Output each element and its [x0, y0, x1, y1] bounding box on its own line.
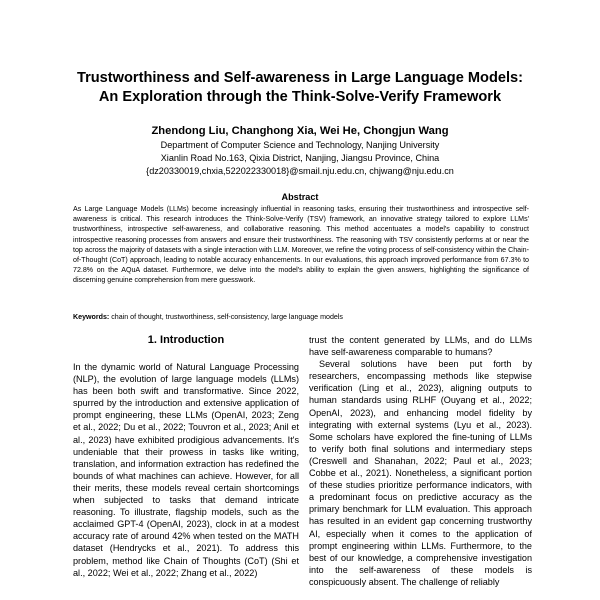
affiliation-emails: {dz20330019,chxia,522022330018}@smail.nju.edu.cn, chjwang@nju.edu.cn	[146, 165, 454, 176]
keywords-text: chain of thought, trustworthiness, self-consistency, large language models	[109, 313, 343, 321]
affiliation-address: Xianlin Road No.163, Qixia District, Nanjing, Jiangsu Province, China	[160, 152, 440, 163]
intro-paragraph-right-1: trust the content generated by LLMs, and do LLMs have self-awareness comparable to humans?	[309, 335, 532, 358]
right-column	[309, 334, 532, 600]
abstract-text: As Large Language Models (LLMs) become increasingly influential in reasoning tasks, ensuring their trustworthiness and introspective self-awareness is critical. This research introduces the Think-Solve-Verify (TSV) framework, an innovative strategy tailored to explore LLMs' trustworthiness, introspective self-awareness, and collaborative reasoning. This method accentuates a model's capability to construct introspective reasoning processes from answers and ensure their trustworthiness. The reasoning with TSV consistently performs at or near the top across the majority of datasets with a single interaction with LLM. Moreover, we refine the voting process of self-consistency within the Chain-of-Thought (CoT) approach, leading to notable accuracy enhancements. In our evaluations, this approach improved performance from 67.3% to 72.8% on the AQuA dataset. Furthermore, we delve into the model's ability to explain the given answers, highlighting the significance of discerning genuine comprehension from mere guesswork.	[73, 205, 529, 285]
author-list: Zhendong Liu, Changhong Xia, Wei He, Chongjun Wang	[151, 125, 449, 137]
keywords-label: Keywords:	[73, 313, 110, 321]
abstract-heading: Abstract	[281, 192, 319, 202]
section-heading-introduction: 1. Introduction	[147, 334, 225, 346]
keywords-line	[73, 312, 529, 322]
affiliation-department: Department of Computer Science and Technology, Nanjing University	[160, 140, 440, 150]
intro-paragraph-left: In the dynamic world of Natural Language Processing (NLP), the evolution of large language models (LLMs) has been both swift and transformative. Since 2022, spurred by the introduction and extensive application of prompt engineering, these LLMs (OpenAI, 2023; Zeng et al., 2022; Du et al., 2022; Touvron et al., 2023; Anil et al., 2023) have exhibited prodigious advancements. It's undeniable that their prowess in tasks like writing, translation, and information extraction has redefined the bounds of what machines can achieve. However, for all their merits, these models reveal certain shortcomings when subjected to tasks that demand intricate reasoning. To illustrate, flagship models, such as the acclaimed GPT-4 (OpenAI, 2023), clock in at a modest accuracy rate of around 42% when tested on the MATH dataset (Hendrycks et al., 2021). To address this problem, method like Chain of Thoughts (CoT) (Shi et al., 2022; Wei et al., 2022; Zhang et al., 2022)	[73, 362, 299, 578]
paper-title	[40, 69, 560, 107]
intro-paragraph-right-2: Several solutions have been put forth by researchers, encompassing methods like stepwise verification (Ling et al., 2023), aligning outputs to human standards using RLHF (Ouyang et al., 2022; OpenAI, 2023), and enhancing model fidelity by integrating with external systems (Lyu et al., 2023). Some scholars have explored the fine-tuning of LLMs to verify both final solutions and intermediary steps (Creswell and Shanahan, 2022; Paul et al., 2023; Cobbe et al., 2021). Nonetheless, a significant portion of these studies prioritize performance indicators, with a predominant focus on predictive accuracy as the primary benchmark for LLM evaluation. This approach has resulted in an evident gap concerning trustworthy AI, especially when it comes to the application of prompt engineering within LLMs. Furthermore, to the best of our knowledge, a comprehensive investigation into the self-awareness of these models is conspicuously absent. The challenge of reliably	[309, 359, 532, 587]
affiliation-block	[40, 139, 560, 177]
left-column	[73, 361, 299, 600]
title-line-1: Trustworthiness and Self-awareness in Large Language Models:	[76, 70, 524, 86]
title-line-2: An Exploration through the Think-Solve-Verify Framework	[98, 89, 502, 105]
